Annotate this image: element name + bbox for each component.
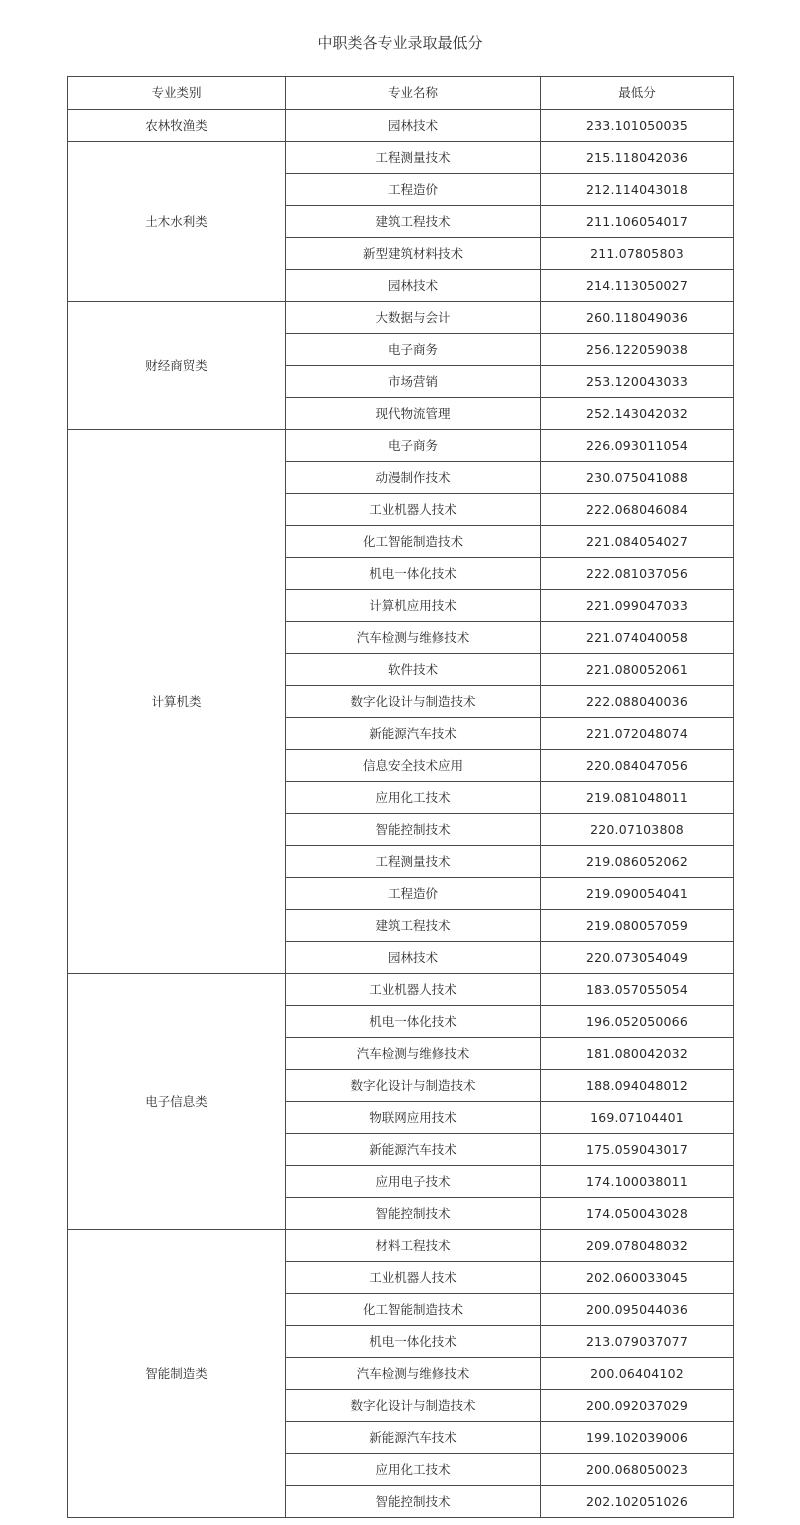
category-cell: 财经商贸类 <box>68 302 286 430</box>
min-score-cell: 230.075041088 <box>541 462 734 494</box>
major-cell: 动漫制作技术 <box>286 462 541 494</box>
major-cell: 工业机器人技术 <box>286 1262 541 1294</box>
min-score-cell: 174.100038011 <box>541 1166 734 1198</box>
min-score-cell: 200.068050023 <box>541 1454 734 1486</box>
major-cell: 机电一体化技术 <box>286 1006 541 1038</box>
major-cell: 化工智能制造技术 <box>286 526 541 558</box>
min-score-cell: 211.07805803 <box>541 238 734 270</box>
min-score-cell: 214.113050027 <box>541 270 734 302</box>
major-cell: 新能源汽车技术 <box>286 718 541 750</box>
min-score-cell: 222.081037056 <box>541 558 734 590</box>
major-cell: 电子商务 <box>286 430 541 462</box>
major-cell: 园林技术 <box>286 270 541 302</box>
major-cell: 工业机器人技术 <box>286 494 541 526</box>
major-cell: 信息安全技术应用 <box>286 750 541 782</box>
min-score-cell: 222.068046084 <box>541 494 734 526</box>
major-cell: 材料工程技术 <box>286 1230 541 1262</box>
major-cell: 工程造价 <box>286 878 541 910</box>
min-score-cell: 202.060033045 <box>541 1262 734 1294</box>
min-score-cell: 211.106054017 <box>541 206 734 238</box>
major-cell: 数字化设计与制造技术 <box>286 1070 541 1102</box>
header-major: 专业名称 <box>286 77 541 110</box>
min-score-cell: 209.078048032 <box>541 1230 734 1262</box>
table-row <box>68 1230 734 1262</box>
major-cell: 工程测量技术 <box>286 846 541 878</box>
major-cell: 物联网应用技术 <box>286 1102 541 1134</box>
min-score-cell: 233.101050035 <box>541 110 734 142</box>
major-cell: 应用化工技术 <box>286 1454 541 1486</box>
major-cell: 汽车检测与维修技术 <box>286 1358 541 1390</box>
table-row <box>68 302 734 334</box>
min-score-cell: 221.084054027 <box>541 526 734 558</box>
major-cell: 大数据与会计 <box>286 302 541 334</box>
major-cell: 建筑工程技术 <box>286 206 541 238</box>
min-score-cell: 199.102039006 <box>541 1422 734 1454</box>
min-score-cell: 219.090054041 <box>541 878 734 910</box>
min-score-cell: 169.07104401 <box>541 1102 734 1134</box>
table-row <box>68 142 734 174</box>
category-cell: 农林牧渔类 <box>68 110 286 142</box>
category-cell: 土木水利类 <box>68 142 286 302</box>
table-body <box>68 110 734 1518</box>
major-cell: 计算机应用技术 <box>286 590 541 622</box>
min-score-cell: 175.059043017 <box>541 1134 734 1166</box>
min-score-cell: 226.093011054 <box>541 430 734 462</box>
major-cell: 新能源汽车技术 <box>286 1134 541 1166</box>
major-cell: 园林技术 <box>286 942 541 974</box>
major-cell: 新型建筑材料技术 <box>286 238 541 270</box>
major-cell: 新能源汽车技术 <box>286 1422 541 1454</box>
major-cell: 园林技术 <box>286 110 541 142</box>
major-cell: 电子商务 <box>286 334 541 366</box>
min-score-cell: 220.07103808 <box>541 814 734 846</box>
min-score-cell: 221.099047033 <box>541 590 734 622</box>
major-cell: 市场营销 <box>286 366 541 398</box>
major-cell: 智能控制技术 <box>286 1486 541 1518</box>
major-cell: 工业机器人技术 <box>286 974 541 1006</box>
min-score-cell: 202.102051026 <box>541 1486 734 1518</box>
major-cell: 汽车检测与维修技术 <box>286 622 541 654</box>
min-score-cell: 221.072048074 <box>541 718 734 750</box>
header-category: 专业类别 <box>68 77 286 110</box>
category-cell: 计算机类 <box>68 430 286 974</box>
header-row <box>68 77 734 110</box>
major-cell: 工程造价 <box>286 174 541 206</box>
min-score-cell: 220.084047056 <box>541 750 734 782</box>
min-score-cell: 256.122059038 <box>541 334 734 366</box>
table-row <box>68 974 734 1006</box>
category-cell: 智能制造类 <box>68 1230 286 1518</box>
major-cell: 现代物流管理 <box>286 398 541 430</box>
table-header <box>68 77 734 110</box>
min-score-cell: 200.095044036 <box>541 1294 734 1326</box>
major-cell: 机电一体化技术 <box>286 1326 541 1358</box>
min-score-cell: 212.114043018 <box>541 174 734 206</box>
major-cell: 应用化工技术 <box>286 782 541 814</box>
min-score-cell: 219.086052062 <box>541 846 734 878</box>
min-score-cell: 174.050043028 <box>541 1198 734 1230</box>
major-cell: 汽车检测与维修技术 <box>286 1038 541 1070</box>
major-cell: 化工智能制造技术 <box>286 1294 541 1326</box>
min-score-cell: 260.118049036 <box>541 302 734 334</box>
table-row <box>68 110 734 142</box>
major-cell: 应用电子技术 <box>286 1166 541 1198</box>
min-score-cell: 213.079037077 <box>541 1326 734 1358</box>
min-score-cell: 253.120043033 <box>541 366 734 398</box>
score-table <box>67 76 734 1518</box>
min-score-cell: 252.143042032 <box>541 398 734 430</box>
category-cell: 电子信息类 <box>68 974 286 1230</box>
table-row <box>68 430 734 462</box>
major-cell: 智能控制技术 <box>286 814 541 846</box>
min-score-cell: 220.073054049 <box>541 942 734 974</box>
major-cell: 智能控制技术 <box>286 1198 541 1230</box>
min-score-cell: 221.080052061 <box>541 654 734 686</box>
major-cell: 建筑工程技术 <box>286 910 541 942</box>
major-cell: 机电一体化技术 <box>286 558 541 590</box>
min-score-cell: 215.118042036 <box>541 142 734 174</box>
min-score-cell: 196.052050066 <box>541 1006 734 1038</box>
min-score-cell: 222.088040036 <box>541 686 734 718</box>
min-score-cell: 221.074040058 <box>541 622 734 654</box>
major-cell: 数字化设计与制造技术 <box>286 686 541 718</box>
min-score-cell: 200.06404102 <box>541 1358 734 1390</box>
header-min-score: 最低分 <box>541 77 734 110</box>
min-score-cell: 200.092037029 <box>541 1390 734 1422</box>
major-cell: 数字化设计与制造技术 <box>286 1390 541 1422</box>
min-score-cell: 183.057055054 <box>541 974 734 1006</box>
min-score-cell: 219.080057059 <box>541 910 734 942</box>
major-cell: 软件技术 <box>286 654 541 686</box>
min-score-cell: 181.080042032 <box>541 1038 734 1070</box>
major-cell: 工程测量技术 <box>286 142 541 174</box>
page-title: 中职类各专业录取最低分 <box>317 34 483 52</box>
min-score-cell: 219.081048011 <box>541 782 734 814</box>
min-score-cell: 188.094048012 <box>541 1070 734 1102</box>
